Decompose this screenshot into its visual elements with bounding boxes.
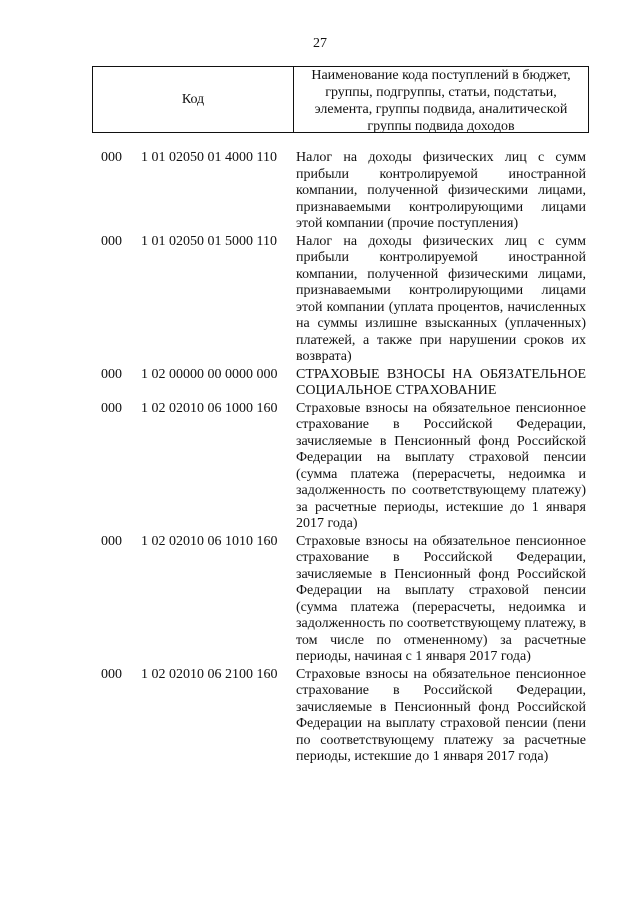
- income-name: Налог на доходы физических лиц с сумм прибыли контролируемой иностранной компании, полученной физическими лицами, признаваемыми контролирующими лицами этой компании (уплата процентов, начисленных на суммы излишне взысканных (уплаченных) платежей, а также при нарушении сроков их возврата): [296, 233, 586, 364]
- table-row: [0, 150, 640, 233]
- page-number: 27: [313, 36, 327, 51]
- income-name: СТРАХОВЫЕ ВЗНОСЫ НА ОБЯЗАТЕЛЬНОЕ СОЦИАЛЬНОЕ СТРАХОВАНИЕ: [296, 366, 586, 398]
- header-name: Наименование кода поступлений в бюджет, группы, подгруппы, статьи, подстатьи, элемента, группы подвида, аналитической группы подвида доходов: [311, 68, 571, 134]
- income-code: 1 01 02050 01 5000 110: [141, 233, 277, 249]
- table-row: [0, 667, 640, 766]
- table-row: [0, 367, 640, 400]
- admin-code: 000: [101, 150, 122, 165]
- income-name: Налог на доходы физических лиц с сумм прибыли контролируемой иностранной компании, полученной физическими лицами, признаваемыми контролирующими лицами этой компании (прочие поступления): [296, 150, 586, 231]
- admin-code: 000: [101, 666, 122, 682]
- table-row: [0, 401, 640, 533]
- income-code: 1 01 02050 01 4000 110: [141, 150, 277, 165]
- income-code: 1 02 00000 00 0000 000: [141, 366, 278, 382]
- income-code: 1 02 02010 06 1010 160: [141, 533, 278, 549]
- table-row: [0, 534, 640, 666]
- admin-code: 000: [101, 533, 122, 549]
- table-row: [0, 234, 640, 366]
- admin-code: 000: [101, 366, 122, 382]
- income-code: 1 02 02010 06 2100 160: [141, 666, 278, 682]
- admin-code: 000: [101, 233, 122, 249]
- income-name: Страховые взносы на обязательное пенсионное страхование в Российской Федерации, зачисляемые в Пенсионный фонд Российской Федерации на выплату страховой пенсии (сумма платежа (перерасчеты, недоимка и задолженность по соответствующему платежу) за расчетные периоды, истекшие до 1 января 2017 года): [296, 400, 586, 531]
- income-name: Страховые взносы на обязательное пенсионное страхование в Российской Федерации, зачисляемые в Пенсионный фонд Российской Федерации на выплату страховой пенсии (сумма платежа (перерасчеты, недоимка и задолженность по соответствующему платежу, в том числе по отмененному) за расчетные периоды, начиная с 1 января 2017 года): [296, 533, 586, 664]
- income-name: Страховые взносы на обязательное пенсионное страхование в Российской Федерации, зачисляемые в Пенсионный фонд Российской Федерации на выплату страховой пенсии (пени по соответствующему платежу за расчетные периоды, истекшие до 1 января 2017 года): [296, 666, 586, 764]
- income-codes-list: [0, 150, 640, 766]
- header-code: Код: [93, 67, 294, 132]
- income-code: 1 02 02010 06 1000 160: [141, 400, 278, 416]
- table-header: [92, 66, 589, 133]
- admin-code: 000: [101, 400, 122, 416]
